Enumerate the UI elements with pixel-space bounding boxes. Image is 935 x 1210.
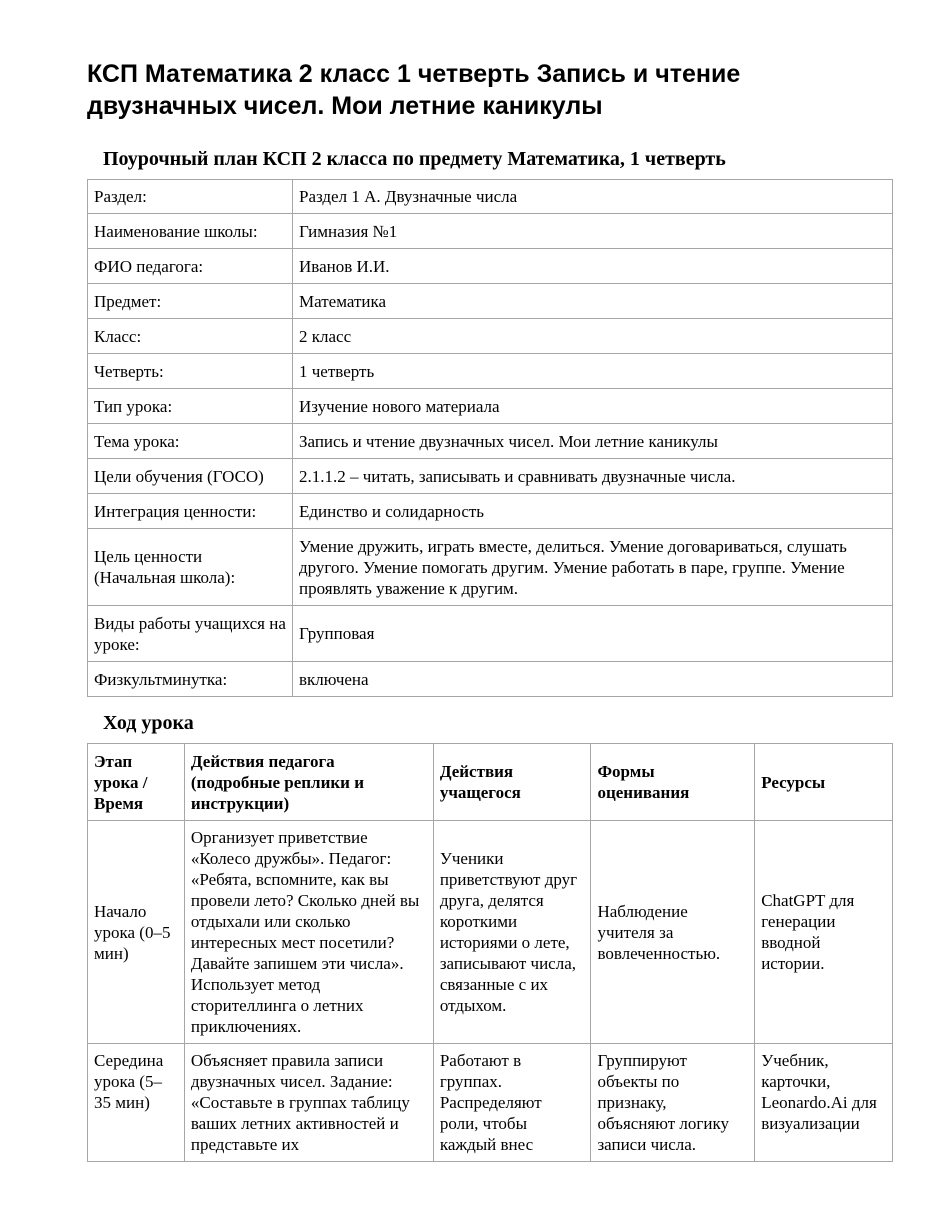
info-row-label: Тип урока: — [88, 389, 293, 424]
info-row-label: Интеграция ценности: — [88, 494, 293, 529]
resources-cell: ChatGPT для генерации вводной истории. — [755, 821, 893, 1044]
info-row-value: Групповая — [293, 606, 893, 662]
teacher-actions-cell: Организует приветствие «Колесо дружбы». Педагог: «Ребята, вспомните, как вы провели лето? Сколько дней вы отдыхали или сколько интересных мест посетили? Давайте запишем эти числа». Использует метод сторителлинга о летних приключениях. — [184, 821, 433, 1044]
info-row-value: Единство и солидарность — [293, 494, 893, 529]
header-teacher-actions: Действия педагога (подробные реплики и инструкции) — [184, 744, 433, 821]
info-section-heading: Поурочный план КСП 2 класса по предмету Математика, 1 четверть — [103, 148, 726, 170]
info-row-value: 2.1.1.2 – читать, записывать и сравнивать двузначные числа. — [293, 459, 893, 494]
info-row-label: Тема урока: — [88, 424, 293, 459]
info-row-value: 1 четверть — [293, 354, 893, 389]
lesson-info-table-body — [88, 180, 893, 697]
lesson-flow-row — [88, 821, 893, 1044]
info-row — [88, 180, 893, 214]
header-student-actions: Действия учащегося — [433, 744, 591, 821]
info-row-value: 2 класс — [293, 319, 893, 354]
info-row — [88, 606, 893, 662]
info-row — [88, 529, 893, 606]
teacher-actions-text: Объясняет правила записи двузначных чисел. Задание: «Составьте в группах таблицу ваших летних активностей и представьте их — [190, 1051, 410, 1154]
info-row — [88, 214, 893, 249]
info-row-value: Умение дружить, играть вместе, делиться. Умение договариваться, слушать другого. Умение помогать другим. Умение работать в паре, группе. Умение проявлять уважение к другим. — [293, 529, 893, 606]
info-row — [88, 424, 893, 459]
header-stage: Этап урока / Время — [88, 744, 185, 821]
assessment-cell — [591, 1044, 755, 1162]
info-row — [88, 389, 893, 424]
info-row-label: Раздел: — [88, 180, 293, 214]
info-row — [88, 662, 893, 697]
stage-cell — [88, 1044, 185, 1162]
info-row-label: Класс: — [88, 319, 293, 354]
lesson-info-table — [87, 179, 893, 697]
lesson-flow-header-row — [88, 744, 893, 821]
stage-cell: Начало урока (0–5 мин) — [88, 821, 185, 1044]
info-row-value: Раздел 1 А. Двузначные числа — [293, 180, 893, 214]
teacher-actions-cell — [184, 1044, 433, 1162]
info-row — [88, 494, 893, 529]
info-row-value: включена — [293, 662, 893, 697]
student-actions-cell: Ученики приветствуют друг друга, делятся короткими историями о лете, записывают числа, связанные с их отдыхом. — [433, 821, 591, 1044]
assessment-text: Группируют объекты по признаку, объясняют логику записи числа. — [597, 1051, 729, 1154]
info-row-value: Математика — [293, 284, 893, 319]
student-actions-text: Работают в группах. Распределяют роли, чтобы каждый внес — [439, 1051, 542, 1154]
info-row-label: Виды работы учащихся на уроке: — [88, 606, 293, 662]
resources-cell — [755, 1044, 893, 1162]
resources-text: Учебник, карточки, Leonardo.Ai для визуализации — [761, 1051, 877, 1133]
header-assessment: Формы оценивания — [591, 744, 755, 821]
info-row — [88, 354, 893, 389]
lesson-flow-heading: Ход урока — [103, 712, 194, 734]
info-row-label: Физкультминутка: — [88, 662, 293, 697]
info-row-label: Цель ценности (Начальная школа): — [88, 529, 293, 606]
stage-text: Середина урока (5–35 мин) — [94, 1051, 164, 1112]
info-row — [88, 319, 893, 354]
info-row — [88, 249, 893, 284]
info-row-value: Гимназия №1 — [293, 214, 893, 249]
document-title: КСП Математика 2 класс 1 четверть Запись и чтение двузначных чисел. Мои летние каникулы — [87, 60, 741, 120]
info-row — [88, 284, 893, 319]
lesson-flow-table — [87, 743, 893, 1162]
info-row-value: Иванов И.И. — [293, 249, 893, 284]
info-row — [88, 459, 893, 494]
lesson-flow-row — [88, 1044, 893, 1162]
info-row-value: Запись и чтение двузначных чисел. Мои летние каникулы — [293, 424, 893, 459]
info-row-label: Наименование школы: — [88, 214, 293, 249]
student-actions-cell — [433, 1044, 591, 1162]
info-row-label: Предмет: — [88, 284, 293, 319]
info-row-label: Цели обучения (ГОСО) — [88, 459, 293, 494]
info-row-value: Изучение нового материала — [293, 389, 893, 424]
header-resources: Ресурсы — [755, 744, 893, 821]
info-row-label: ФИО педагога: — [88, 249, 293, 284]
assessment-cell: Наблюдение учителя за вовлеченностью. — [591, 821, 755, 1044]
info-row-label: Четверть: — [88, 354, 293, 389]
